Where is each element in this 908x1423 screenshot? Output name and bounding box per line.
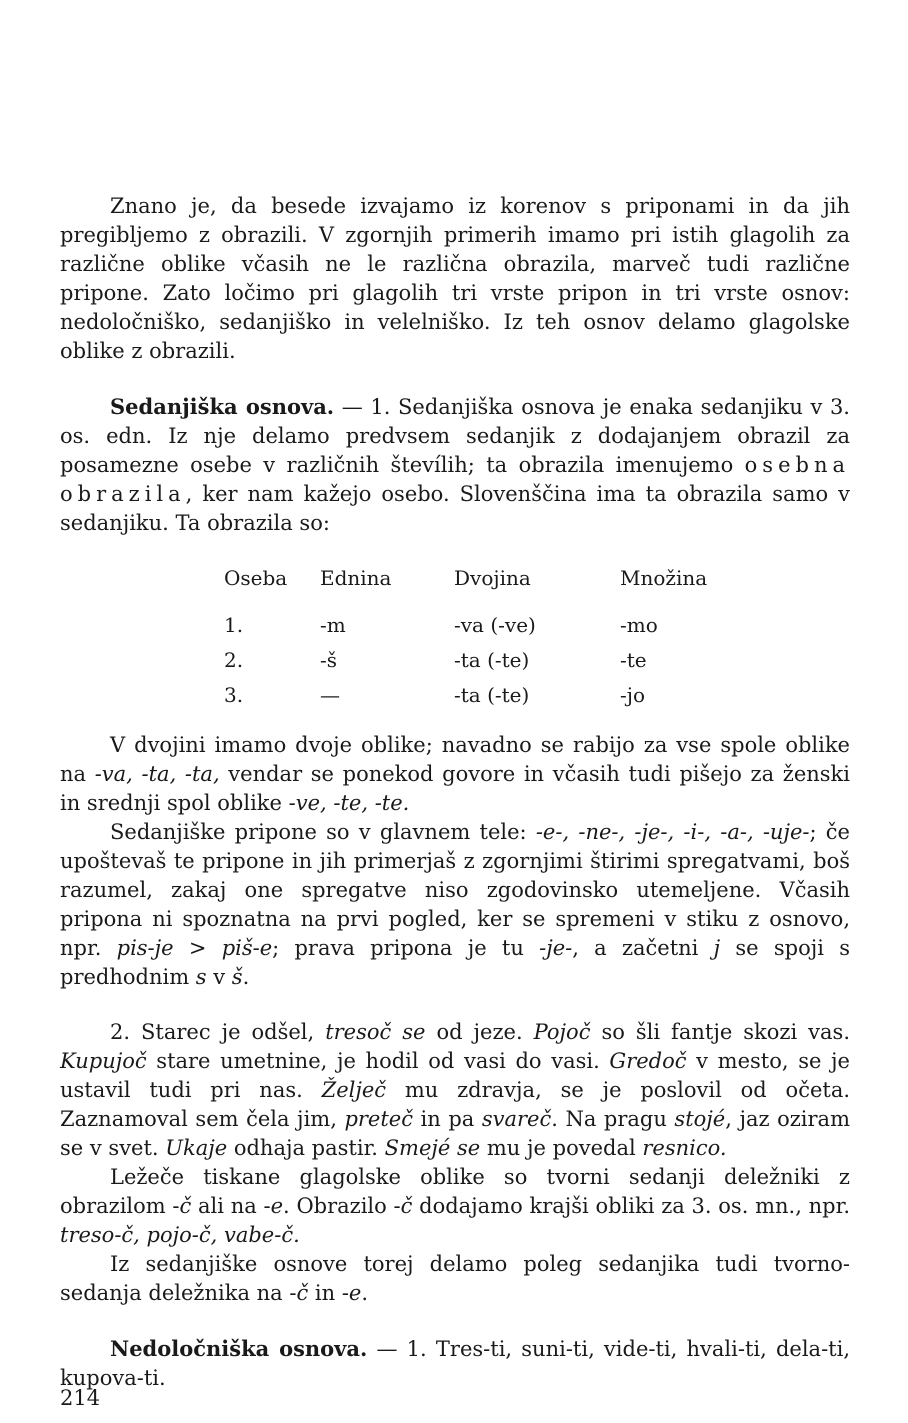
table-cell: -š bbox=[320, 648, 338, 672]
italic-text: stojé bbox=[674, 1107, 726, 1131]
text: in pa bbox=[412, 1107, 482, 1131]
text: dodajamo krajši obliki za 3. os. mn., npr. bbox=[412, 1194, 851, 1218]
text: . bbox=[361, 1281, 369, 1305]
text: v bbox=[206, 965, 232, 989]
text: mu zdravja, se je poslovil od očeta. Zaznamoval sem čela jim, bbox=[60, 1078, 851, 1131]
table-header: Dvojina bbox=[454, 566, 531, 590]
text: — 1. Sedanjiška osnova je enaka sedanjiku v 3. os. edn. Iz nje delamo predvsem sedanjik z dodajanjem obrazil za posamezne osebe v različnih števílih; ta obrazila imenujemo bbox=[60, 395, 850, 477]
italic-text: pis-je bbox=[116, 936, 174, 960]
text: Ležeče tiskane glagolske oblike so tvorni sedanji deležniki z obrazilom - bbox=[60, 1165, 850, 1218]
text: > bbox=[173, 936, 222, 960]
text: ; če upoštevaš te pripone in jih primerjaš z zgornjimi štirimi spregatvami, boš razumel, zakaj one spregatve niso zgodovinsko utemeljene. Včasih pripona ni spoznatna na prvi pogled, ker se spremeni v stiku z osnovo, npr. bbox=[60, 820, 850, 960]
table-cell: 3. bbox=[224, 683, 244, 707]
lezece-paragraph bbox=[60, 1163, 850, 1250]
italic-text: e bbox=[348, 1281, 362, 1305]
text: . Na pragu bbox=[551, 1107, 675, 1131]
intro-paragraph: Znano je, da besede izvajamo iz korenov s priponami in da jih pregibljemo z obrazili. V zgornjih primerih imamo pri istih glagolih za različne oblike včasih ne le različna obrazila, marveč tudi različne pripone. Zato ločimo pri glagolih tri vrste pripon in tri vrste osnov: nedoločniško, sedanjiško in velelniško. Iz teh osnov delamo glagolske oblike z obrazili. bbox=[60, 194, 850, 363]
italic-text: č bbox=[400, 1194, 413, 1218]
text: , ker nam kažejo osebo. Slovenščina ima ta obrazila samo v sedanjiku. Ta obrazila so: bbox=[60, 482, 850, 535]
examples-paragraph bbox=[60, 1018, 850, 1163]
italic-text: Gredoč bbox=[609, 1049, 687, 1073]
text: ali na - bbox=[191, 1194, 271, 1218]
table-cell: -te bbox=[620, 648, 647, 672]
table-cell: -mo bbox=[620, 613, 658, 637]
italic-text: Pojoč bbox=[533, 1020, 591, 1044]
italic-text: preteč bbox=[344, 1107, 413, 1131]
table-cell: -va (-ve) bbox=[454, 613, 536, 637]
table-cell: -jo bbox=[620, 683, 645, 707]
text: , a začetni bbox=[572, 936, 714, 960]
table-cell: -m bbox=[320, 613, 346, 637]
text: so šli fantje skozi vas. bbox=[590, 1020, 850, 1044]
text: se spoji s predhodnim bbox=[60, 936, 850, 989]
italic-text: j bbox=[713, 936, 721, 960]
italic-text: Želječ bbox=[321, 1078, 387, 1102]
italic-text: -va, -ta, -ta, bbox=[94, 762, 220, 786]
pripone-paragraph bbox=[60, 818, 850, 992]
table-row bbox=[224, 608, 730, 643]
page-body bbox=[60, 192, 850, 1393]
table-cell: -ta (-te) bbox=[454, 648, 530, 672]
italic-text: s bbox=[195, 965, 207, 989]
italic-text: š bbox=[231, 965, 243, 989]
italic-text: Smejé se bbox=[384, 1136, 481, 1160]
table-cell: 2. bbox=[224, 648, 244, 672]
text: mu je povedal bbox=[480, 1136, 643, 1160]
italic-text: -e-, -ne-, -je-, -i-, -a-, -uje- bbox=[535, 820, 810, 844]
italic-text: Kupujoč bbox=[60, 1049, 147, 1073]
table-header: Oseba bbox=[224, 566, 288, 590]
table-header: Množina bbox=[620, 566, 708, 590]
table-cell: — bbox=[320, 683, 340, 707]
text: . Obrazilo - bbox=[283, 1194, 401, 1218]
italic-text: e bbox=[270, 1194, 284, 1218]
text: stare umetnine, je hodil od vasi do vasi. bbox=[146, 1049, 610, 1073]
text: in - bbox=[308, 1281, 349, 1305]
text: 2. Starec je odšel, bbox=[110, 1020, 326, 1044]
sedanjiska-paragraph bbox=[60, 392, 850, 538]
italic-text: resnico. bbox=[642, 1136, 727, 1160]
text: ; prava pripona je tu bbox=[272, 936, 540, 960]
italic-text: piš-e bbox=[221, 936, 273, 960]
text: V dvojini imamo dvoje oblike; navadno se rabijo za vse spole oblike na bbox=[60, 733, 850, 786]
italic-text: č bbox=[296, 1281, 309, 1305]
table-header: Ednina bbox=[320, 566, 392, 590]
italic-text: -je- bbox=[539, 936, 573, 960]
text: od jeze. bbox=[425, 1020, 534, 1044]
text: — 1. Tres-ti, suni-ti, vide-ti, hvali-ti, dela-ti, kupova-ti. bbox=[60, 1337, 850, 1390]
table-header-row bbox=[224, 560, 730, 608]
table-cell: -ta (-te) bbox=[454, 683, 530, 707]
italic-text: č bbox=[179, 1194, 192, 1218]
text: odhaja pastir. bbox=[227, 1136, 385, 1160]
page-number: 214 bbox=[60, 1386, 101, 1410]
text: vendar se ponekod govore in včasih tudi pišejo za ženski in srednji spol oblike bbox=[60, 762, 850, 815]
italic-text: treso-č, pojo-č, vabe-č. bbox=[60, 1223, 300, 1247]
italic-text: tresoč se bbox=[325, 1020, 426, 1044]
section-heading-sedanjiska: Sedanjiška osnova. bbox=[110, 394, 335, 419]
text: Iz sedanjiške osnove torej delamo poleg sedanjika tudi tvorno-sedanja deležnika na - bbox=[60, 1252, 850, 1305]
nedolocniska-paragraph bbox=[60, 1334, 850, 1393]
italic-text: Ukaje bbox=[165, 1136, 228, 1160]
table-row bbox=[224, 678, 730, 713]
iz-paragraph bbox=[60, 1250, 850, 1308]
text: Sedanjiške pripone so v glavnem tele: bbox=[110, 820, 536, 844]
table-cell: 1. bbox=[224, 613, 244, 637]
table-row bbox=[224, 643, 730, 678]
italic-text: svareč bbox=[481, 1107, 552, 1131]
text: . bbox=[242, 965, 250, 989]
italic-text: -ve, -te, -te. bbox=[288, 791, 410, 815]
ending-table bbox=[224, 560, 730, 713]
spaced-term: osebna obrazila bbox=[60, 453, 850, 506]
dvojini-paragraph bbox=[60, 731, 850, 818]
text: , jaz oziram se v svet. bbox=[60, 1107, 850, 1160]
section-heading-nedolocniska: Nedoločniška osnova. bbox=[110, 1336, 368, 1361]
text: v mesto, se je ustavil tudi pri nas. bbox=[60, 1049, 850, 1102]
